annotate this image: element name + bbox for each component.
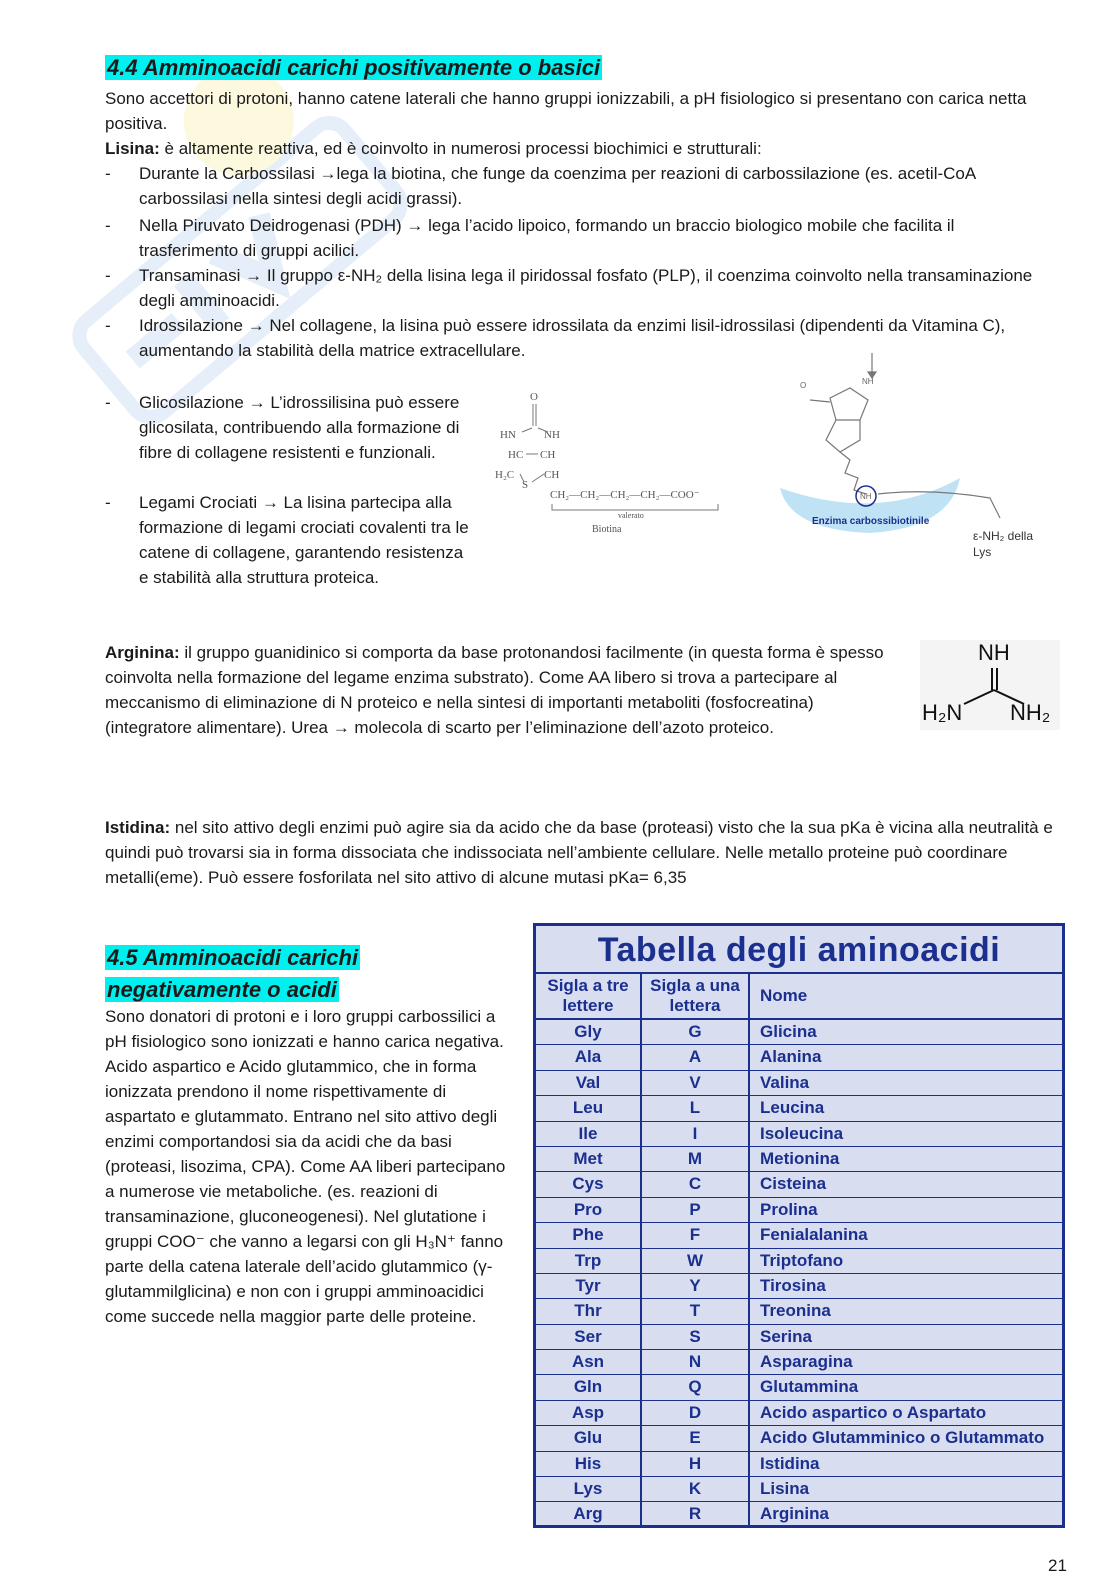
table-row [536,1325,1062,1350]
enzyme-o-label: O [800,381,807,390]
section-heading-4-4: 4.4 Amminoacidi carichi positivamente o basici [107,55,601,80]
enzyme-nh-circle-label: NH [860,492,872,501]
one-letter-cell: C [642,1172,750,1196]
name-cell: Arginina [760,1504,829,1524]
bullet-legami-crociati: - Legami Crociati → La lisina partecipa alla formazione di legami crociati covalenti tra le catene di collagene, garantendo resistenza e stabilità alla struttura proteica. [105,490,470,590]
istidina-paragraph [105,815,1065,890]
one-letter-cell: G [642,1020,750,1044]
table-header [536,974,1062,1020]
lisina-label: Lisina: [105,139,160,158]
guanidine-nh2-label: NH₂ [1010,700,1051,725]
table-row [536,1502,1062,1527]
intro-paragraph: Sono accettori di protoni, hanno catene laterali che hanno gruppi ionizzabili, a pH fisiologico si presentano con carica netta positiva. [105,89,1027,133]
name-cell: Tirosina [760,1275,826,1295]
three-letter-cell: Val [536,1071,642,1095]
table-row [536,1045,1062,1070]
table-row [536,1249,1062,1274]
table-row [536,1096,1062,1121]
name-cell: Metionina [760,1148,840,1168]
three-letter-cell: Gln [536,1375,642,1399]
amino-acid-table [533,923,1065,1528]
biotin-s-label: S [522,479,529,491]
name-cell: Acido aspartico o Aspartato [760,1402,987,1422]
one-letter-cell: I [642,1122,750,1146]
one-letter-cell: N [642,1350,750,1374]
one-letter-cell: S [642,1325,750,1349]
one-letter-cell: A [642,1045,750,1069]
three-letter-cell: Cys [536,1172,642,1196]
one-letter-cell: W [642,1249,750,1273]
section-4-5-paragraph: Sono donatori di protoni e i loro gruppi carbossilici a pH fisiologico sono ionizzati e hanno carica negativa. Acido aspartico e Acido glutammico, che in forma ionizzata prendono il nome rispettivamente di aspartato e glutammato. Entrano nel sito attivo degli enzimi comportandosi sia da acidi che da basi (proteasi, lisozima, CPA). Come AA liberi partecipano a numerose vie metaboliche. (es. reazioni di transaminazione, gluconeogenesi). Nel glutatione i gruppi COO⁻ che vanno a legarsi con gli H₃N⁺ fanno parte della catena laterale dell’acido glutammico (γ-glutammilglicina) e non con i gruppi amminoacidici come succede nella maggior parte delle proteine. [105,1007,506,1326]
biotin-structure-figure [490,348,1060,578]
biotin-ch2-label: CH [544,469,560,481]
biotin-nh-label: NH [544,429,560,441]
table-row [536,1071,1062,1096]
lisina-paragraph [105,136,1055,161]
page-number: 21 [1048,1556,1067,1575]
guanidine-h2n-label: H₂N [922,700,963,725]
istidina-label: Istidina: [105,818,171,837]
name-cell: Triptofano [760,1250,844,1270]
one-letter-cell: T [642,1299,750,1323]
one-letter-cell: Q [642,1375,750,1399]
table-row [536,1223,1062,1248]
arginina-label: Arginina: [105,643,180,662]
three-letter-cell: His [536,1452,642,1476]
table-row [536,1172,1062,1197]
enzyme-nh-label: NH [862,377,874,386]
name-cell: Leucina [760,1098,825,1118]
table-row [536,1401,1062,1426]
enzima-carbossibiotinile-label: Enzima carbossibiotinile [812,516,930,527]
table-row [536,1477,1062,1502]
biotin-chain-label: CH₂—CH₂—CH₂—CH₂—COO⁻ [550,489,700,501]
valerato-label: valerato [618,511,644,520]
header-three-letter: Sigla a tre lettere [536,974,642,1018]
table-row [536,1375,1062,1400]
biotin-h2c-label: H₂C [495,469,515,481]
three-letter-cell: Leu [536,1096,642,1120]
one-letter-cell: L [642,1096,750,1120]
header-one-letter: Sigla a una lettera [642,974,750,1018]
three-letter-cell: Met [536,1147,642,1171]
arginina-paragraph [105,640,895,740]
name-cell: Serina [760,1326,812,1346]
biotin-hn-label: HN [500,429,516,441]
one-letter-cell: D [642,1401,750,1425]
three-letter-cell: Thr [536,1299,642,1323]
one-letter-cell: R [642,1502,750,1527]
arginina-text: il gruppo guanidinico si comporta da base protonandosi facilmente (in questa forma è spesso coinvolta nella formazione del legame enzima substrato). Come AA libero si trova a partecipare al meccanismo di eliminazione di N proteico e nella sintesi di importanti metaboliti (fosfocreatina) (integratore alimentare). Urea → molecola di scarto per l’eliminazione dell’azoto proteico. [105,643,884,737]
one-letter-cell: E [642,1426,750,1450]
bullet-carbossilasi: - Durante la Carbossilasi →lega la biotina, che funge da coenzima per reazioni di carbossilazione (es. acetil-CoA carbossilasi nella sintesi degli acidi grassi). [105,161,1035,211]
header-name: Nome [760,986,808,1005]
biotin-ch-label: CH [540,449,556,461]
name-cell: Lisina [760,1479,810,1499]
three-letter-cell: Ser [536,1325,642,1349]
one-letter-cell: V [642,1071,750,1095]
bullet-transaminasi: - Transaminasi → Il gruppo ε-NH₂ della lisina lega il piridossal fosfato (PLP), il coenzima coinvolto nella transaminazione degli amminoacidi. [105,263,1035,313]
name-cell: Isoleucina [760,1123,844,1143]
section-heading-4-5: 4.5 Amminoacidi carichi negativamente o acidi [107,945,359,1002]
name-cell: Valina [760,1072,810,1092]
biotin-hc-label: HC [508,449,524,461]
three-letter-cell: Asn [536,1350,642,1374]
table-row [536,1274,1062,1299]
name-cell: Acido Glutamminico o Glutammato [760,1428,1045,1448]
name-cell: Prolina [760,1199,818,1219]
eps-nh2-label: ε-NH₂ della [973,529,1034,543]
name-cell: Alanina [760,1047,822,1067]
table-row [536,1122,1062,1147]
table-row [536,1426,1062,1451]
one-letter-cell: M [642,1147,750,1171]
three-letter-cell: Ala [536,1045,642,1069]
three-letter-cell: Tyr [536,1274,642,1298]
guanidine-nh-label: NH [978,640,1010,665]
biotin-o-label: O [530,391,538,403]
table-row [536,1147,1062,1172]
one-letter-cell: K [642,1477,750,1501]
one-letter-cell: P [642,1198,750,1222]
guanidino-group-figure [920,640,1060,730]
name-cell: Glicina [760,1022,817,1041]
bullet-glicosilazione: - Glicosilazione → L’idrossilisina può essere glicosilata, contribuendo alla formazione di fibre di collagene resistenti e funzionali. [105,390,470,465]
lisina-text: è altamente reattiva, ed è coinvolto in numerosi processi biochimici e strutturali: [159,139,762,158]
three-letter-cell: Gly [536,1020,642,1044]
name-cell: Glutammina [760,1377,859,1397]
biotina-label: Biotina [592,524,622,535]
three-letter-cell: Lys [536,1477,642,1501]
table-row [536,1198,1062,1223]
bullet-idrossilazione: - Idrossilazione → Nel collagene, la lisina può essere idrossilata da enzimi lisil-idrossilasi (dipendenti da Vitamina C), aumentando la stabilità della matrice extracellulare. [105,313,1040,363]
three-letter-cell: Pro [536,1198,642,1222]
lys-label: Lys [973,545,992,559]
table-row [536,1020,1062,1045]
table-row [536,1299,1062,1324]
table-row [536,1350,1062,1375]
one-letter-cell: H [642,1452,750,1476]
bullet-pdh: - Nella Piruvato Deidrogenasi (PDH) → lega l’acido lipoico, formando un braccio biologico mobile che facilita il trasferimento di gruppi acilici. [105,213,1035,263]
name-cell: Istidina [760,1453,820,1473]
name-cell: Treonina [760,1301,831,1321]
three-letter-cell: Glu [536,1426,642,1450]
three-letter-cell: Ile [536,1122,642,1146]
table-body [536,1020,1062,1528]
table-title: Tabella degli aminoacidi [536,926,1062,974]
three-letter-cell: Asp [536,1401,642,1425]
three-letter-cell: Arg [536,1502,642,1527]
name-cell: Asparagina [760,1352,853,1372]
istidina-text: nel sito attivo degli enzimi può agire sia da acido che da base (proteasi) visto che la sua pKa è vicina alla neutralità e quindi può trovarsi sia in forma dissociata che indissociata nell’ambiente cellulare. Nelle metallo proteine può coordinare metalli(eme). Può essere fosforilata nel sito attivo di alcune mutasi pKa= 6,35 [105,818,1053,887]
three-letter-cell: Phe [536,1223,642,1247]
name-cell: Cisteina [760,1174,827,1194]
table-row [536,1452,1062,1477]
one-letter-cell: Y [642,1274,750,1298]
three-letter-cell: Trp [536,1249,642,1273]
name-cell: Fenialalanina [760,1225,868,1245]
one-letter-cell: F [642,1223,750,1247]
